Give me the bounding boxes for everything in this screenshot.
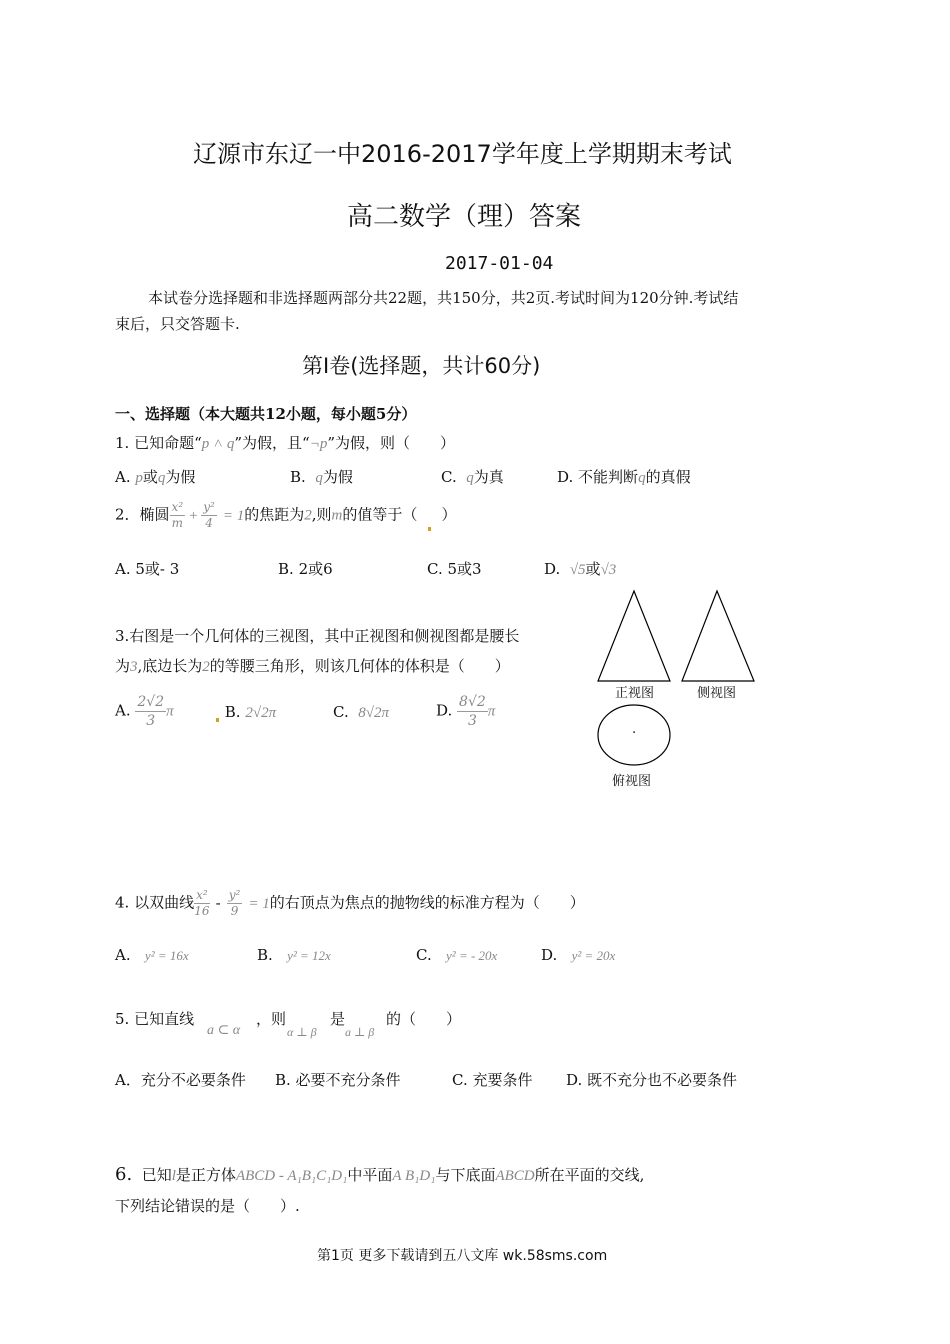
side-view-triangle [682, 591, 754, 681]
q2-option-d [544, 558, 616, 579]
q5-stem-a: 5. 已知直线 [115, 1010, 195, 1028]
q1-option-a-text-2: 为假 [165, 468, 196, 486]
q2-option-b-text: 2或6 [298, 560, 333, 578]
q4-equals-one: = 1 [248, 895, 270, 912]
q1-option-d [557, 466, 691, 487]
q6-stem-d: 与下底面 [435, 1166, 496, 1184]
q3-math-2: 2 [202, 659, 210, 675]
q2-fraction-y-numerator: y² [203, 500, 215, 514]
q1-option-a [115, 466, 195, 487]
q2-option-d-label: D. [544, 560, 561, 578]
q3-option-a-pi: π [166, 703, 174, 720]
q3-option-d [436, 693, 495, 730]
q4-minus: - [215, 893, 221, 912]
q4-option-b-label: B. [257, 946, 273, 964]
q2-fraction-x-denominator: m [171, 516, 184, 530]
q4-fraction-y-numerator: y² [228, 888, 241, 902]
q3-option-c-text: 8√2π [358, 705, 390, 721]
q2-option-a-label: A. [115, 560, 131, 578]
q3-option-b-label: B. [224, 703, 241, 721]
q1-option-d-label: D. [557, 468, 574, 486]
q3-option-d-numerator: 8√2 [459, 694, 486, 710]
q5-option-d: D. 既不充分也不必要条件 [566, 1071, 738, 1089]
q4-option-d-text: y² = 20x [571, 948, 616, 963]
q2-option-c [427, 558, 482, 579]
q5-math-a-subset-alpha: a ⊂ α [207, 1023, 241, 1038]
q3-line-2-c: 的等腰三角形，则该几何体的体积是（ ） [209, 657, 510, 675]
q1-option-b-math: q [315, 470, 323, 486]
q2-option-c-text: 5或3 [447, 560, 482, 578]
q2-math-m: m [331, 507, 343, 524]
intro-line-1: 本试卷分选择题和非选择题两部分共22题，共150分，共2页.考试时间为120分钟.考试结 [148, 289, 739, 307]
exam-date: 2017-01-04 [445, 253, 554, 274]
q5-option-c: C. 充要条件 [452, 1071, 533, 1089]
q1-option-c [441, 466, 504, 487]
q4-option-a-label: A. [115, 946, 131, 964]
q5-option-b: B. 必要不充分条件 [275, 1071, 401, 1089]
q3-option-b [215, 703, 276, 722]
q2-option-d-or: 或 [585, 560, 601, 578]
q5-option-a: A．充分不必要条件 [115, 1071, 246, 1089]
page-footer: 第1页 更多下载请到五八文库 wk.58sms.com [317, 1248, 608, 1264]
q2-stem-d: 的值等于（ [342, 505, 418, 524]
q4-option-c-label: C. [416, 946, 432, 964]
q1-option-d-math: q [638, 470, 646, 486]
q2-plus: + [188, 507, 199, 524]
q4-option-d [541, 946, 615, 964]
q4-stem [115, 888, 585, 919]
q4-stem-a: 4. 以双曲线 [115, 893, 195, 912]
q2-stem-b: 的焦距为 [244, 505, 305, 524]
q3-option-a-numerator: 2√2 [137, 694, 165, 710]
q3-line-2 [115, 655, 510, 676]
top-view-center-dot: . [632, 722, 637, 737]
q3-option-c [333, 703, 389, 722]
q6-stem-line-2: 下列结论错误的是（ ）. [115, 1197, 300, 1215]
q2-equals-one: = 1 [222, 507, 245, 524]
q4-option-a [115, 946, 189, 964]
q4-option-a-text: y² = 16x [144, 948, 189, 963]
q6-stem-e: 所在平面的交线, [534, 1166, 645, 1184]
top-view-label: 俯视图 [612, 774, 652, 789]
q6-math-l: l [171, 1168, 176, 1184]
front-view-label: 正视图 [615, 686, 655, 701]
q2-option-b-label: B. [278, 560, 294, 578]
q6-stem-b: 是正方体 [175, 1166, 236, 1184]
q1-option-c-label: C. [441, 468, 457, 486]
q4-fraction-y [227, 888, 243, 919]
q2-option-a [115, 558, 179, 579]
q1-option-b-text: 为假 [322, 468, 353, 486]
q5-stem-d: 的（ ） [386, 1010, 462, 1028]
q3-line-1: 3.右图是一个几何体的三视图，其中正视图和侧视图都是腰长 [115, 627, 520, 645]
q1-option-a-text-1: 或 [142, 468, 158, 486]
q1-option-b-label: B. [290, 468, 306, 486]
q3-line-2-a: 为 [115, 657, 131, 675]
q2-option-c-label: C. [427, 560, 443, 578]
q3-option-c-label: C. [333, 703, 349, 721]
q4-fraction-x [194, 888, 210, 919]
q3-option-d-pi: π [487, 703, 496, 720]
q1-option-d-text-2: 的真假 [645, 468, 691, 486]
q6-math-cube: ABCD - A₁B₁C₁D₁ [235, 1168, 348, 1184]
q2-fraction-y-denominator: 4 [205, 516, 213, 530]
q4-fraction-x-numerator: x² [196, 888, 208, 902]
exam-subtitle: 高二数学（理）答案 [347, 202, 582, 232]
front-view-triangle [598, 591, 670, 681]
q6-number: 6. [115, 1164, 133, 1185]
q2-stem-e: ） [441, 505, 457, 524]
section-heading: 一、选择题（本大题共12小题，每小题5分） [115, 405, 417, 423]
q5-stem-c: 是 [330, 1010, 346, 1028]
q3-option-d-label: D. [436, 701, 453, 720]
q1-math-not-p: ¬p [309, 436, 328, 452]
q1-option-c-text: 为真 [473, 468, 504, 486]
q1-option-a-math-q: q [157, 470, 166, 486]
q2-stem [115, 500, 456, 531]
q6-math-plane: A B₁D₁ [392, 1168, 436, 1184]
q1-option-b [290, 466, 353, 487]
q3-option-a-fraction [135, 693, 166, 730]
q3-option-a-label: A. [115, 701, 131, 720]
q4-fraction-x-denominator: 16 [194, 904, 210, 918]
q4-option-d-label: D. [541, 946, 558, 964]
q2-option-d-sqrt5: √5 [569, 562, 586, 578]
q4-option-b [257, 946, 331, 964]
intro-line-2: 束后，只交答题卡. [115, 315, 240, 333]
artifact-dot [428, 527, 431, 531]
q1-math-p-and-q: p ˄ q [201, 436, 235, 452]
q3-option-a-denominator: 3 [146, 713, 156, 729]
q4-option-c [416, 946, 497, 964]
side-view-label: 侧视图 [697, 686, 737, 701]
q3-option-a [115, 693, 174, 730]
q6-stem-line-1 [115, 1164, 644, 1185]
q5-math-a-perp-beta: a ⊥ β [345, 1025, 375, 1039]
q2-fraction-y [201, 500, 217, 531]
part-title: 第Ⅰ卷(选择题，共计60分) [302, 354, 541, 378]
q2-fraction-x [170, 500, 186, 531]
q4-stem-b: 的右顶点为焦点的抛物线的标准方程为（ ） [269, 893, 585, 912]
q1-option-c-math: q [466, 470, 474, 486]
q1-stem-a: 1. 已知命题“ [115, 434, 202, 452]
q4-option-c-text: y² = - 20x [446, 948, 498, 963]
q6-math-base: ABCD [495, 1168, 535, 1184]
q1-option-a-label: A. [115, 468, 131, 486]
q1-stem [115, 432, 455, 453]
q3-option-d-denominator: 3 [467, 713, 477, 729]
q2-math-2: 2 [304, 507, 312, 524]
q6-stem-a: 已知 [141, 1166, 172, 1184]
q2-stem-a: 2．椭圆 [115, 505, 170, 524]
q4-option-b-text: y² = 12x [287, 948, 331, 963]
q1-option-a-math-p: p [135, 470, 143, 486]
q2-stem-c: ,则 [311, 505, 332, 524]
q2-option-b [278, 558, 333, 579]
q2-option-d-sqrt3: √3 [600, 562, 617, 578]
exam-title: 辽源市东辽一中2016-2017学年度上学期期末考试 [193, 140, 732, 168]
q5-math-alpha-perp-beta: α ⊥ β [287, 1025, 317, 1039]
q2-fraction-x-numerator: x² [171, 500, 184, 514]
q1-option-d-text-1: 不能判断 [578, 468, 639, 486]
q3-option-d-fraction [457, 693, 488, 730]
q2-option-a-text: 5或- 3 [135, 560, 180, 578]
q3-line-2-b: ,底边长为 [137, 657, 203, 675]
q5-stem-b: ，则 [256, 1010, 287, 1028]
q3-option-b-text: 2√2π [245, 705, 277, 721]
q1-stem-c: ”为假，则（ ） [327, 434, 456, 452]
q3-math-3: 3 [130, 659, 138, 675]
q4-fraction-y-denominator: 9 [230, 904, 239, 918]
q6-stem-c: 中平面 [347, 1166, 393, 1184]
artifact-dot [216, 718, 219, 722]
q1-stem-b: ”为假，且“ [234, 434, 310, 452]
